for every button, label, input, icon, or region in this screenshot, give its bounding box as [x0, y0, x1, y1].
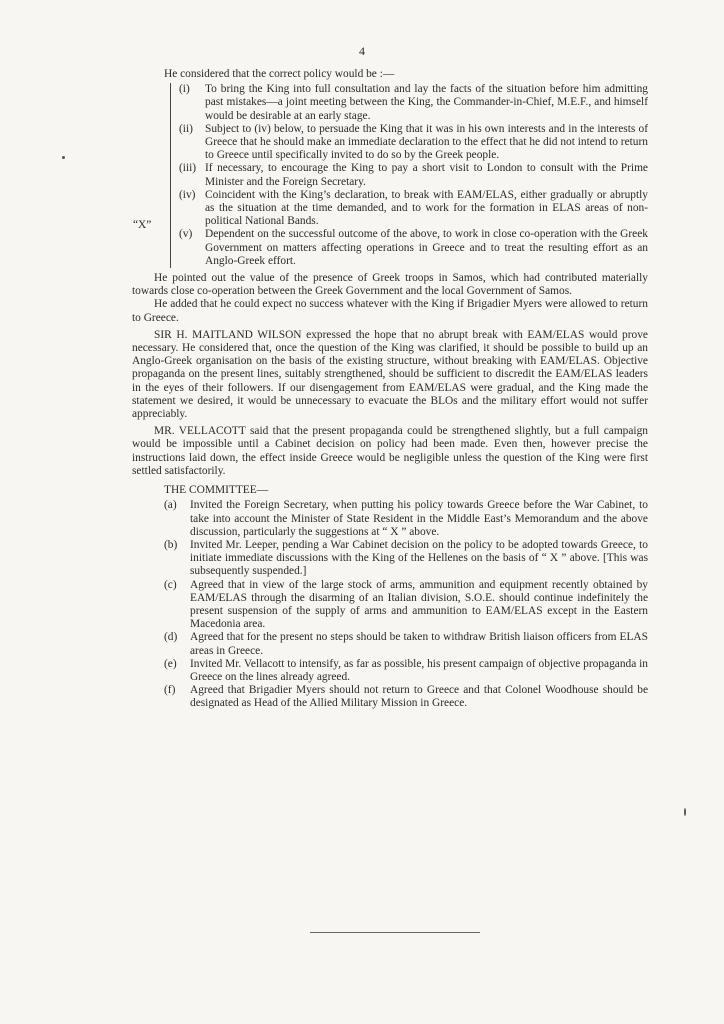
scan-speck	[62, 156, 65, 159]
item-number: (iv)	[179, 188, 196, 201]
item-letter: (a)	[164, 499, 177, 512]
item-letter: (d)	[164, 631, 178, 644]
scan-speck	[684, 808, 686, 816]
committee-item	[164, 579, 648, 632]
committee-item	[164, 499, 648, 539]
item-text: Invited Mr. Vellacott to intensify, as far as possible, his present campaign of objective propaganda in Greece on the lines already agreed.	[190, 657, 648, 683]
item-letter: (e)	[164, 657, 177, 670]
policy-item	[179, 228, 648, 268]
committee-item	[164, 539, 648, 579]
item-letter: (c)	[164, 578, 177, 591]
closing-rule	[310, 932, 480, 933]
item-text: If necessary, to encourage the King to pay a short visit to London to consult with the Prime Minister and the Foreign Secretary.	[205, 162, 648, 188]
item-text: Agreed that Brigadier Myers should not return to Greece and that Colonel Woodhouse should be designated as Head of the Allied Military Mission in Greece.	[190, 684, 648, 710]
item-letter: (f)	[164, 684, 176, 697]
item-text: Coincident with the King’s declaration, to break with EAM/ELAS, either gradually or abruptly as the situation at the time demanded, and to work for the formation in ELAS areas of non-political National Bands.	[205, 188, 648, 228]
paragraph-vellacott: MR. VELLACOTT said that the present propaganda could be strengthened slightly, but a full campaign would be impossible until a Cabinet decision on policy had been made. Even then, however precise the instructions laid down, the effect inside Greece would be negligible unless the question of the King were first settled satisfactorily.	[132, 425, 648, 477]
document-body	[132, 68, 648, 711]
paragraph-wilson: SIR H. MAITLAND WILSON expressed the hope that no abrupt break with EAM/ELAS would prove necessary. He considered that, once the question of the King was clarified, it should be possible to build up an Anglo-Greek organisation on the basis of the existing structure, without breaking with EAM/ELAS. Objective propaganda on the present lines, suitably strengthened, should be sufficient to discredit the EAM/ELAS leaders in the eyes of their followers. If our disengagement from EAM/ELAS were gradual, and the King made the statement we desired, it would be unnecessary to evacuate the BLOs and the military effort would not suffer appreciably.	[132, 328, 648, 421]
policy-intro: He considered that the correct policy would be :—	[164, 68, 395, 80]
policy-item	[179, 189, 648, 229]
page-number: 4	[359, 44, 365, 58]
paragraph-samos: He pointed out the value of the presence of Greek troops in Samos, which had contributed materially towards close co-operation between the Greek Government and the local Government of Samos.	[132, 272, 648, 298]
policy-item	[179, 162, 648, 188]
item-text: Dependent on the successful outcome of the above, to work in close co-operation with the Greek Government on matters affecting operations in Greece and to treat the resulting effort as an Anglo-Greek effort.	[205, 228, 648, 267]
policy-item	[179, 123, 648, 163]
item-number: (iii)	[179, 162, 197, 175]
paragraph-myers: He added that he could expect no success whatever with the King if Brigadier Myers were allowed to return to Greece.	[132, 298, 648, 324]
policy-item	[179, 83, 648, 123]
item-text: Agreed that in view of the large stock of arms, ammunition and equipment recently obtained by EAM/ELAS through the disarming of an Italian division, S.O.E. should continue indefinitely the present suspension of the supply of arms and ammunition to EAM/ELAS except in the Eastern Macedonia area.	[190, 578, 648, 631]
item-number: (ii)	[179, 122, 193, 135]
committee-list	[164, 499, 648, 710]
item-text: Invited Mr. Leeper, pending a War Cabinet decision on the policy to be adopted towards Greece, to initiate immediate discussions with the King of the Hellenes on the basis of “ X ” above. [This was subsequently suspended.]	[190, 538, 648, 578]
committee-item	[164, 684, 648, 710]
item-text: Invited the Foreign Secretary, when putting his policy towards Greece before the War Cabinet, to take into account the Minister of State Resident in the Middle East’s Memorandum and the above discussion, particularly the suggestions at “ X ” above.	[190, 499, 648, 538]
item-text: To bring the King into full consultation and lay the facts of the situation before him admitting past mistakes—a joint meeting between the King, the Commander-in-Chief, M.E.F., and himself would be desirable at an early stage.	[205, 83, 648, 122]
item-number: (i)	[179, 83, 190, 96]
x-marker: “X”	[133, 219, 152, 232]
item-number: (v)	[179, 228, 193, 241]
committee-heading: THE COMMITTEE—	[164, 484, 269, 497]
item-text: Agreed that for the present no steps should be taken to withdraw British liaison officers from ELAS areas in Greece.	[190, 631, 648, 657]
item-letter: (b)	[164, 538, 178, 551]
policy-list	[133, 83, 648, 268]
committee-item	[164, 631, 648, 657]
committee-item	[164, 658, 648, 684]
item-text: Subject to (iv) below, to persuade the King that it was in his own interests and in the interests of Greece that he should make an immediate declaration to the effect that he did not intend to return to Greece until specifically invited to do so by the Greek people.	[205, 122, 648, 162]
